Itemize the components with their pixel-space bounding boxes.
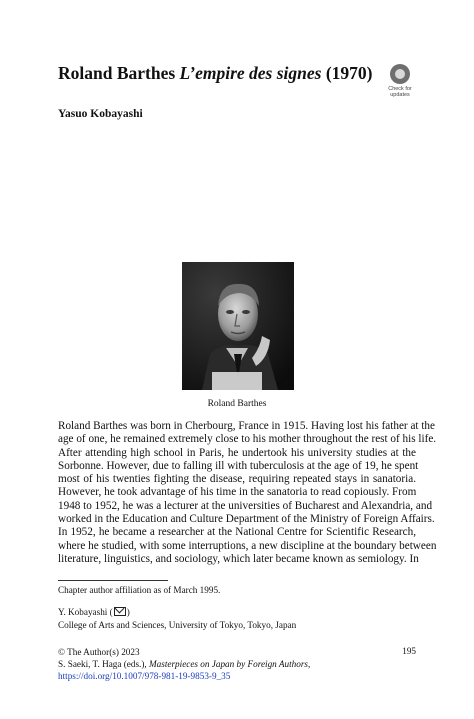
email-icon[interactable] [114, 607, 126, 616]
author-affiliation: College of Arts and Sciences, University of Tokyo, Tokyo, Japan [58, 620, 297, 630]
badge-line-2: updates [390, 92, 410, 98]
body-line: After attending high school in Paris, he undertook his university studies at the [58, 446, 416, 459]
body-line: worked in the Education and Culture Department of the Ministry of Foreign Affairs. [58, 513, 435, 526]
book-citation [58, 658, 310, 670]
figure-caption: Roland Barthes [207, 399, 267, 409]
check-for-updates-icon [390, 64, 410, 84]
body-line: Roland Barthes was born in Cherbourg, France in 1915. Having lost his father at the [58, 420, 435, 432]
body-line: However, he took advantage of his time in the sanatoria to read copiously. From [58, 486, 417, 499]
copyright-notice: © The Author(s) 2023 [58, 647, 140, 657]
body-line: age of one, he remained extremely close to his mother throughout the rest of his life. [58, 433, 437, 446]
body-line: 1948 to 1952, he was a lecturer at the universities of Bucharest and Alexandria, and [58, 499, 433, 512]
body-line: In 1952, he became a researcher at the National Centre for Scientific Research, [58, 526, 416, 539]
contact-name-close: ) [126, 607, 130, 617]
body-paragraph [58, 420, 437, 566]
doi-link[interactable]: https://doi.org/10.1007/978-981-19-9853-9_35 [58, 671, 231, 681]
chapter-title [58, 62, 373, 84]
footnote-divider [58, 580, 168, 581]
chapter-title-prefix: Roland Barthes [58, 63, 180, 83]
chapter-title-italic: L’empire des signes [179, 63, 322, 83]
citation-prefix: S. Saeki, T. Haga (eds.), [58, 659, 150, 669]
contact-name: Y. Kobayashi ( [58, 607, 113, 617]
author-name: Yasuo Kobayashi [58, 108, 143, 120]
badge-line-1: Check for [388, 86, 412, 92]
check-for-updates-badge[interactable] [382, 64, 418, 102]
body-line: literature, linguistics, and sociology, which later became known as semiology. In [58, 552, 419, 565]
body-line: most of his twenties fighting the disease, requiring repeated stays in sanatoria. [58, 473, 416, 486]
body-line: Sorbonne. However, due to falling ill with tuberculosis at the age of 19, he spent [58, 459, 419, 472]
body-line: where he studied, with some interruptions, a new discipline at the boundary between [58, 539, 437, 552]
chapter-title-suffix: (1970) [321, 63, 373, 83]
contact-line [58, 606, 130, 618]
book-title: Masterpieces on Japan by Foreign Authors [149, 659, 308, 669]
author-portrait-photo [182, 262, 294, 390]
citation-suffix: , [307, 659, 311, 669]
page-number: 195 [402, 646, 416, 656]
footnote-text: Chapter author affiliation as of March 1995. [58, 585, 221, 595]
